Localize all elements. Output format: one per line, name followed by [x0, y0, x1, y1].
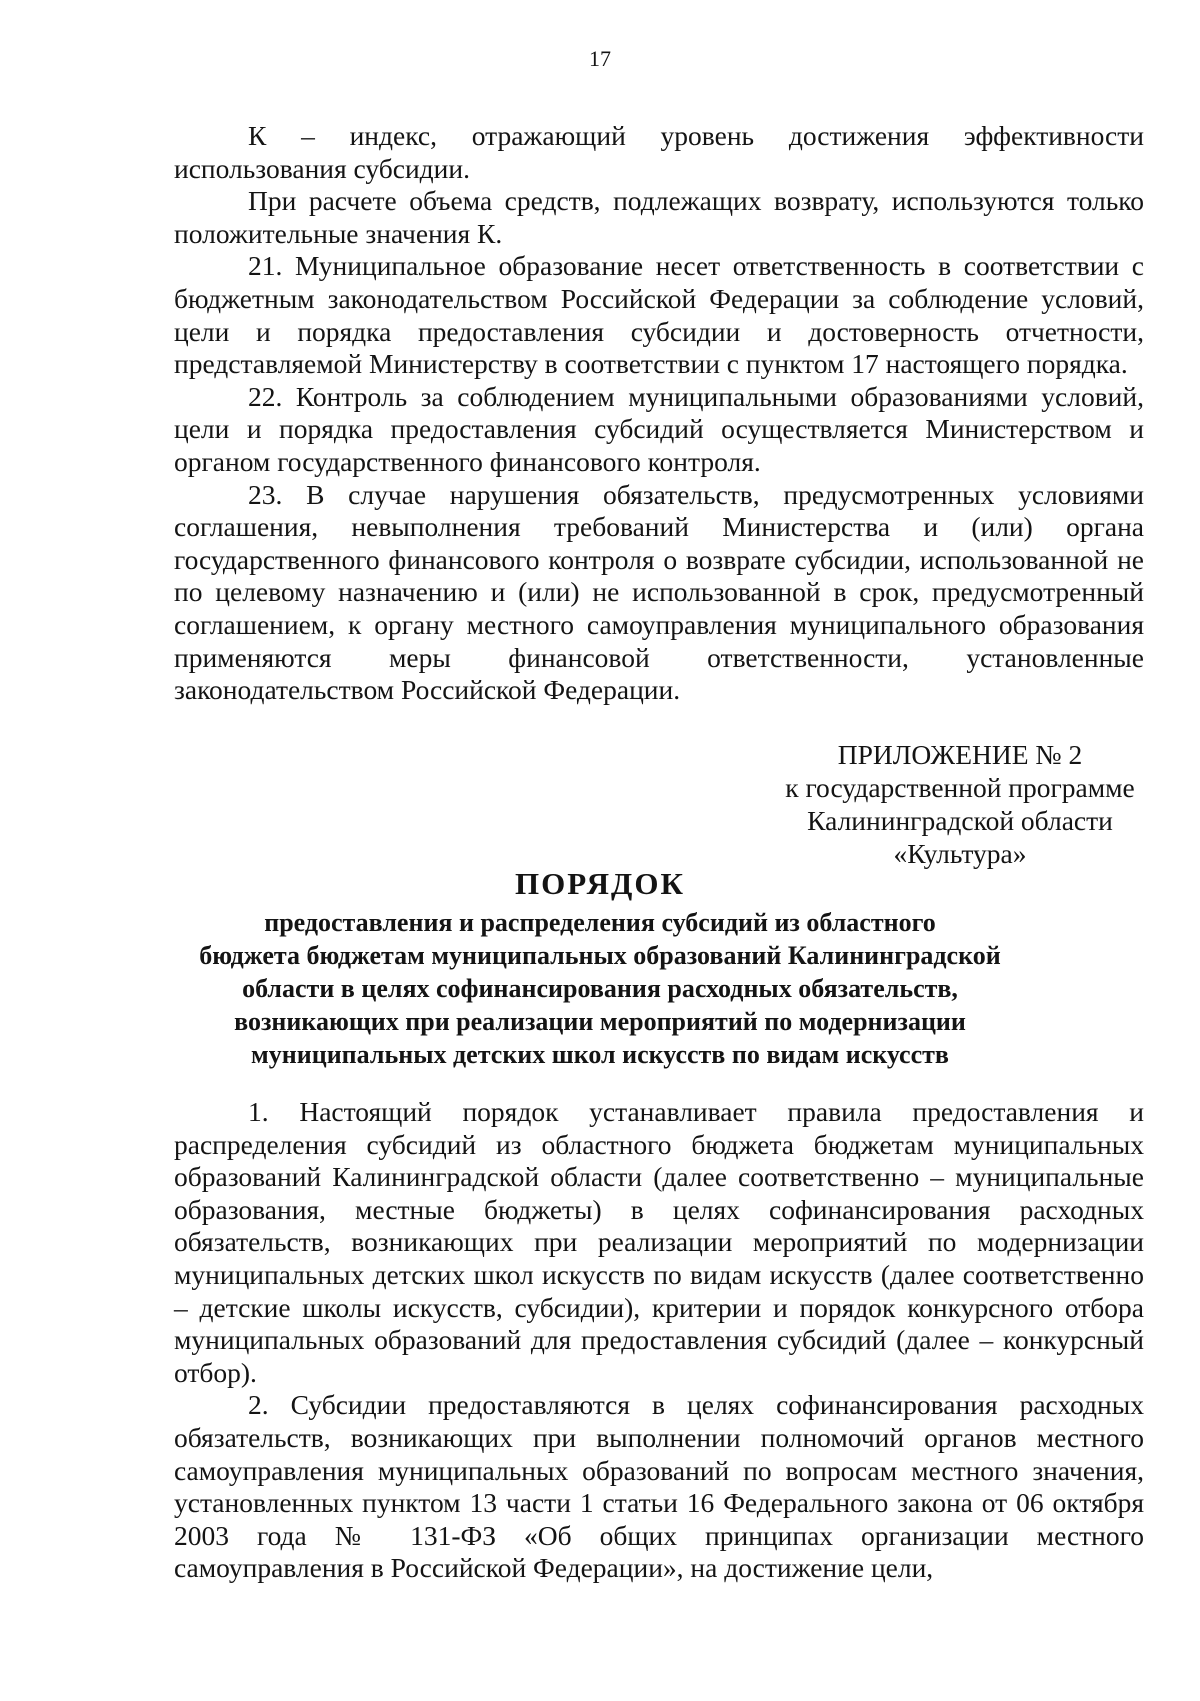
appendix-number: ПРИЛОЖЕНИЕ № 2: [837, 739, 1083, 770]
appendix-line-region: Калининградской области: [807, 805, 1113, 836]
document-subtitle: [160, 906, 1040, 1071]
appendix-line-program: к государственной программе: [785, 772, 1135, 803]
subtitle-line: возникающих при реализации мероприятий по модернизации: [234, 1007, 966, 1036]
appendix-header: [760, 738, 1160, 870]
paragraph-2: 2. Субсидии предоставляются в целях софинансирования расходных обязательств, возникающих при выполнении полномочий органов местного самоуправления муниципальных образований по вопросам местного значения, установленных пунктом 13 части 1 статьи 16 Федерального закона от 06 октября 2003 года № 131-ФЗ «Об общих принципах организации местного самоуправления в Российской Федерации», на достижение цели,: [174, 1389, 1144, 1584]
document-title: ПОРЯДОК: [515, 866, 685, 901]
body-text-top: [174, 120, 1144, 707]
subtitle-line: предоставления и распределения субсидий из областного: [264, 908, 936, 937]
page-number: 17: [589, 46, 611, 71]
paragraph-1: 1. Настоящий порядок устанавливает правила предоставления и распределения субсидий из областного бюджета бюджетам муниципальных образований Калининградской области (далее соответственно – муниципальные образования, местные бюджеты) в целях софинансирования расходных обязательств, возникающих при реализации мероприятий по модернизации муниципальных детских школ искусств по видам искусств (далее соответственно – детские школы искусств, субсидии), критерии и порядок конкурсного отбора муниципальных образований для предоставления субсидий (далее – конкурсный отбор).: [174, 1096, 1144, 1388]
paragraph-refund-calculation: При расчете объема средств, подлежащих возврату, используются только положительные значения К.: [174, 185, 1144, 249]
subtitle-line: муниципальных детских школ искусств по видам искусств: [251, 1040, 949, 1069]
paragraph-23: 23. В случае нарушения обязательств, предусмотренных условиями соглашения, невыполнения требований Министерства и (или) органа государственного финансового контроля о возврате субсидии, использованной не по целевому назначению и (или) не использованной в срок, предусмотренный соглашением, к органу местного самоуправления муниципального образования применяются меры финансовой ответственности, установленные законодательством Российской Федерации.: [174, 478, 1144, 706]
body-text-bottom: [174, 1096, 1144, 1585]
subtitle-line: области в целях софинансирования расходных обязательств,: [242, 974, 958, 1003]
subtitle-line: бюджета бюджетам муниципальных образований Калининградской: [199, 941, 1001, 970]
paragraph-21: 21. Муниципальное образование несет ответственность в соответствии с бюджетным законодательством Российской Федерации за соблюдение условий, цели и порядка предоставления субсидии и достоверность отчетности, представляемой Министерству в соответствии с пунктом 17 настоящего порядка.: [174, 250, 1144, 380]
appendix-line-program-name: «Культура»: [893, 838, 1027, 869]
paragraph-22: 22. Контроль за соблюдением муниципальными образованиями условий, цели и порядка предоставления субсидий осуществляется Министерством и органом государственного финансового контроля.: [174, 380, 1144, 477]
paragraph-k-index: К – индекс, отражающий уровень достижения эффективности использования субсидии.: [174, 120, 1144, 184]
